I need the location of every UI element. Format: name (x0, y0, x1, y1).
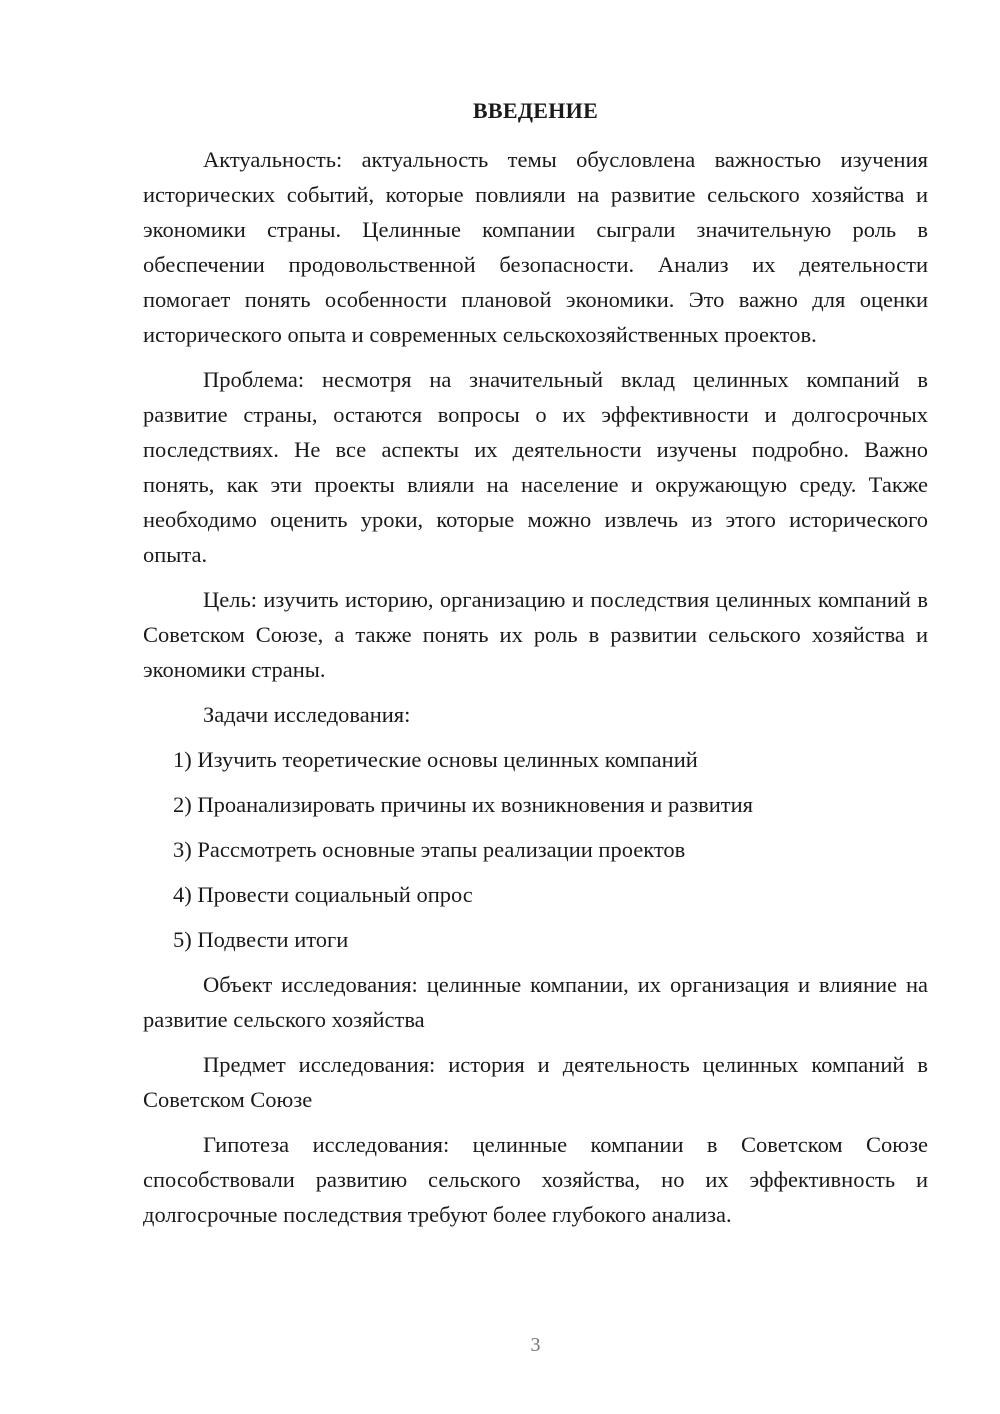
paragraph-relevance: Актуальность: актуальность темы обусловлена важностью изучения исторических событий, которые повлияли на развитие сельского хозяйства и экономики страны. Целинные компании сыграли значительную роль в обеспечении продовольственной безопасности. Анализ их деятельности помогает понять особенности плановой экономики. Это важно для оценки исторического опыта и современных сельскохозяйственных проектов. (143, 147, 928, 347)
paragraph-hypothesis: Гипотеза исследования: целинные компании в Советском Союзе способствовали развитию сельского хозяйства, но их эффективность и долгосрочные последствия требуют более глубокого анализа. (143, 1132, 928, 1227)
paragraph-object: Объект исследования: целинные компании, их организация и влияние на развитие сельского хозяйства (143, 972, 928, 1032)
paragraph-goal: Цель: изучить историю, организацию и последствия целинных компаний в Советском Союзе, а также понять их роль в развитии сельского хозяйства и экономики страны. (143, 587, 928, 682)
document-body (143, 142, 928, 1242)
task-item-5: 5) Подвести итоги (173, 927, 349, 952)
document-page (143, 0, 928, 1414)
page-number: 3 (530, 1334, 541, 1356)
tasks-heading: Задачи исследования: (203, 702, 411, 727)
paragraph-problem: Проблема: несмотря на значительный вклад целинных компаний в развитие страны, остаются вопросы о их эффективности и долгосрочных последствиях. Не все аспекты их деятельности изучены подробно. Важно понять, как эти проекты влияли на население и окружающую среду. Также необходимо оценить уроки, которые можно извлечь из этого исторического опыта. (143, 367, 928, 567)
task-item-4: 4) Провести социальный опрос (173, 882, 473, 907)
task-item-1: 1) Изучить теоретические основы целинных компаний (173, 747, 698, 772)
task-item-3: 3) Рассмотреть основные этапы реализации проектов (173, 837, 686, 862)
paragraph-subject: Предмет исследования: история и деятельность целинных компаний в Советском Союзе (143, 1052, 928, 1112)
task-item-2: 2) Проанализировать причины их возникновения и развития (173, 792, 753, 817)
section-heading: ВВЕДЕНИЕ (472, 98, 599, 123)
